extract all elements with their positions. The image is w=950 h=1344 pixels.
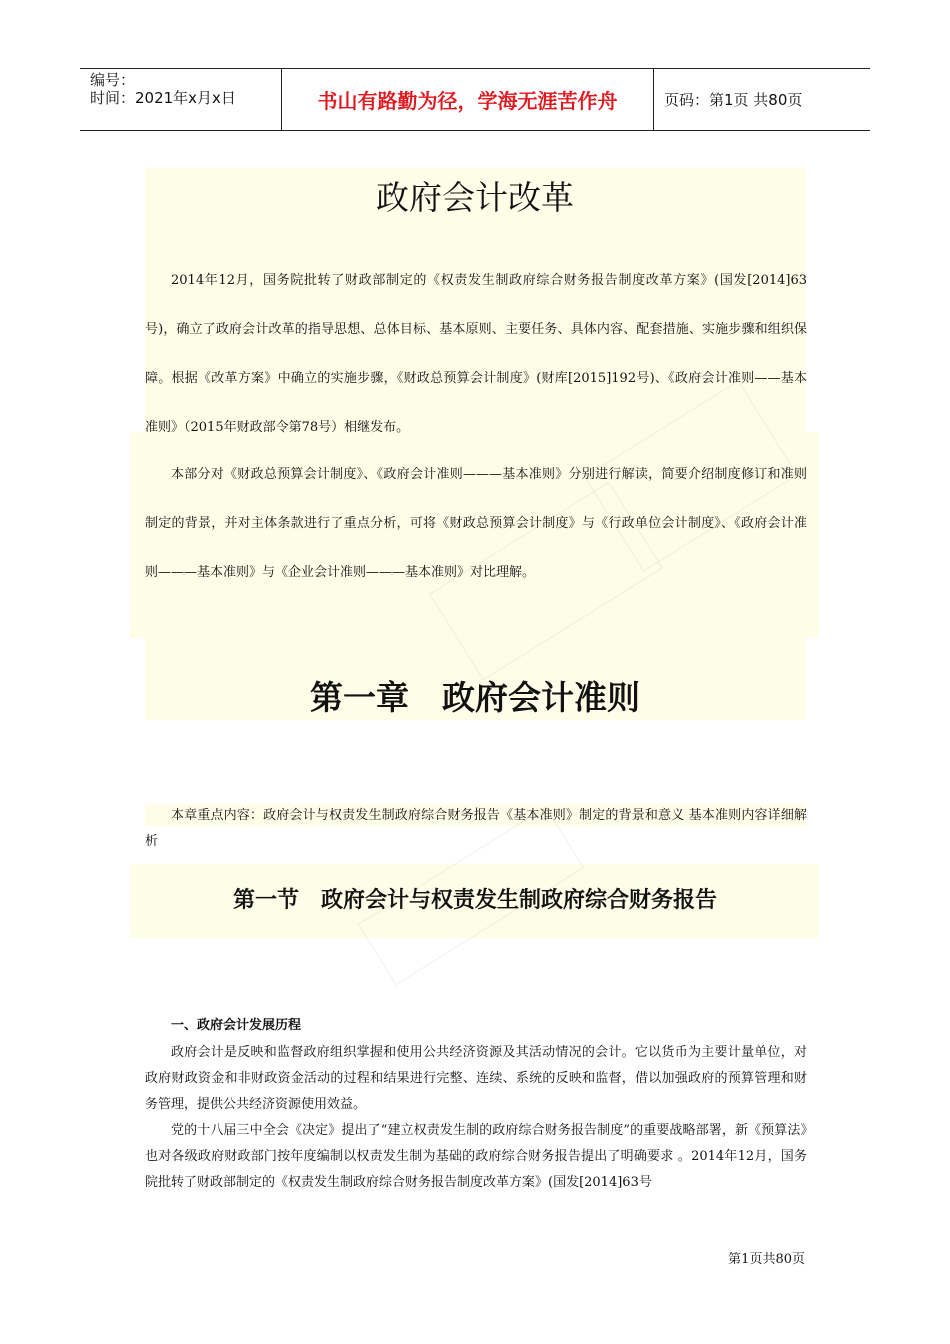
document-time-label: 时间：2021年x月x日 xyxy=(90,89,236,107)
page-header xyxy=(80,68,870,131)
body-paragraph: 政府会计是反映和监督政府组织掌握和使用公共经济资源及其活动情况的会计。它以货币为主要计量单位，对政府财政资金和非财政资金活动的过程和结果进行完整、连续、系统的反映和监督，借以加强政府的预算管理和财务管理，提供公共经济资源使用效益。 xyxy=(145,1045,807,1112)
chapter-title: 第一章 政府会计准则 xyxy=(310,678,640,717)
document-title: 政府会计改革 xyxy=(376,178,574,217)
section-title: 第一节 政府会计与权责发生制政府综合财务报告 xyxy=(232,888,717,913)
document-number-label: 编号： xyxy=(90,71,136,89)
body-paragraph: 党的十八届三中全会《决定》提出了“建立权责发生制的政府综合财务报告制度”的重要战略部署，新《预算法》也对各级政府财政部门按年度编制以权责发生制为基础的政府综合财务报告提出了明确要求 。2014年12月，国务院批转了财政部制定的《权责发生制政府综合财务报告制度改革方案》(国发[2014]63号 xyxy=(145,1123,807,1190)
header-meta xyxy=(80,69,282,130)
body-text xyxy=(145,1040,807,1196)
chapter-key-points-text: 本章重点内容：政府会计与权责发生制政府综合财务报告《基本准则》制定的背景和意义 基本准则内容详细解析 xyxy=(145,808,807,849)
header-motto: 书山有路勤为径，学海无涯苦作舟 xyxy=(282,69,654,130)
overview-paragraph-text: 本部分对《财政总预算会计制度》、《政府会计准则———基本准则》分别进行解读，简要介绍制度修订和准则制定的背景，并对主体条款进行了重点分析，可将《财政总预算会计制度》与《行政单位会计制度》、《政府会计准则———基本准则》与《企业会计准则———基本准则》对比理解。 xyxy=(145,467,807,580)
chapter-key-points xyxy=(145,803,807,855)
header-page-info: 页码：第1页 共80页 xyxy=(664,91,803,109)
overview-paragraph xyxy=(145,450,807,597)
subsection-title: 一、政府会计发展历程 xyxy=(171,1018,302,1033)
intro-paragraph xyxy=(145,256,807,452)
intro-paragraph-text: 2014年12月，国务院批转了财政部制定的《权责发生制政府综合财务报告制度改革方案》(国发[2014]63号)，确立了政府会计改革的指导思想、总体目标、基本原则、主要任务、具体内容、配套措施、实施步骤和组织保障。根据《改革方案》中确立的实施步骤，《财政总预算会计制度》(财库[2015]192号)、《政府会计准则——基本准则》（2015年财政部令第78号）相继发布。 xyxy=(145,273,807,435)
page-footer: 第1页共80页 xyxy=(728,1252,805,1267)
